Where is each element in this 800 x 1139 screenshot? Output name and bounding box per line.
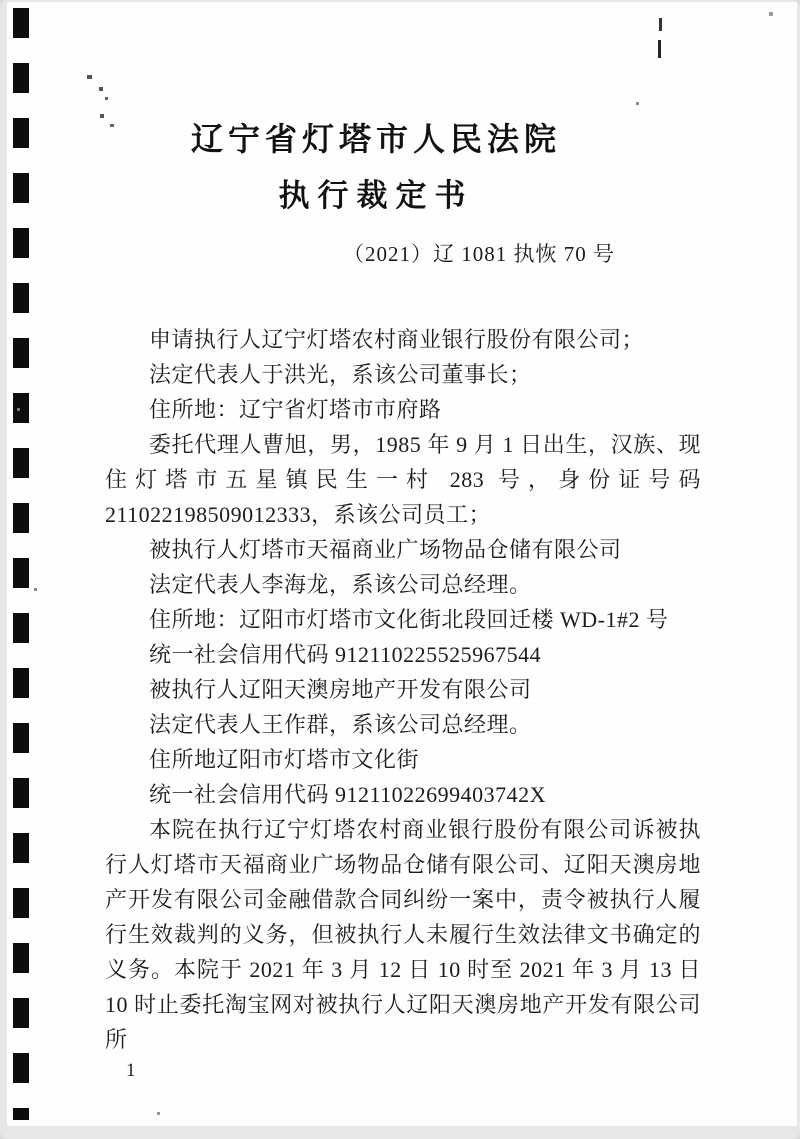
- ink-speck: [110, 124, 114, 127]
- paragraph-ruling-body: 本院在执行辽宁灯塔农村商业银行股份有限公司诉被执行人灯塔市天福商业广场物品仓储有限公司、辽阳天澳房地产开发有限公司金融借款合同纠纷一案中，责令被执行人履行生效裁判的义务，但被执行人未履行生效法律文书确定的义务。本院于 2021 年 3 月 12 日 10 时至 2021 年 3 月 13 日 10 时止委托淘宝网对被执行人辽阳天澳房地产开发有限公司所: [105, 817, 701, 1052]
- ink-speck: [157, 1112, 160, 1115]
- paragraph-legal-rep-3: 法定代表人王作群，系该公司总经理。: [149, 712, 532, 737]
- court-name: 辽宁省灯塔市人民法院: [190, 121, 561, 157]
- document-body: [105, 322, 701, 1057]
- ink-speck: [636, 102, 639, 105]
- paragraph-address-3: 住所地辽阳市灯塔市文化街: [149, 747, 420, 772]
- paragraph-address-2: 住所地：辽阳市灯塔市文化街北段回迁楼 WD-1#2 号: [149, 607, 669, 632]
- ink-speck: [87, 75, 92, 79]
- paragraph-agent: 委托代理人曹旭，男，1985 年 9 月 1 日出生，汉族、现住灯塔市五星镇民生一村 283 号，身份证号码 211022198509012333，系该公司员工；: [105, 432, 701, 527]
- paragraph-credit-code-1: 统一社会信用代码 912110225525967544: [149, 642, 542, 667]
- ink-speck: [99, 87, 103, 91]
- ink-speck: [659, 18, 662, 31]
- paragraph-legal-rep-1: 法定代表人于洪光，系该公司董事长；: [149, 362, 532, 387]
- document-page: [7, 2, 797, 1126]
- page-number: 1: [126, 1060, 136, 1081]
- paragraph-respondent-2: 被执行人辽阳天澳房地产开发有限公司: [149, 677, 532, 702]
- paragraph-credit-code-2: 统一社会信用代码 91211022699403742X: [149, 782, 547, 807]
- ink-speck: [105, 97, 108, 100]
- case-number: （2021）辽 1081 执恢 70 号: [343, 242, 615, 266]
- ink-speck: [658, 40, 661, 58]
- paragraph-applicant: 申请执行人辽宁灯塔农村商业银行股份有限公司；: [149, 327, 645, 352]
- ink-speck: [34, 588, 37, 591]
- ink-speck: [769, 12, 773, 16]
- paragraph-respondent-1: 被执行人灯塔市天福商业广场物品仓储有限公司: [149, 537, 622, 562]
- ink-speck: [100, 114, 104, 118]
- document-title: 执行裁定书: [278, 178, 474, 213]
- paragraph-address-1: 住所地：辽宁省灯塔市市府路: [149, 397, 442, 422]
- paragraph-legal-rep-2: 法定代表人李海龙，系该公司总经理。: [149, 572, 532, 597]
- ink-speck: [17, 408, 20, 411]
